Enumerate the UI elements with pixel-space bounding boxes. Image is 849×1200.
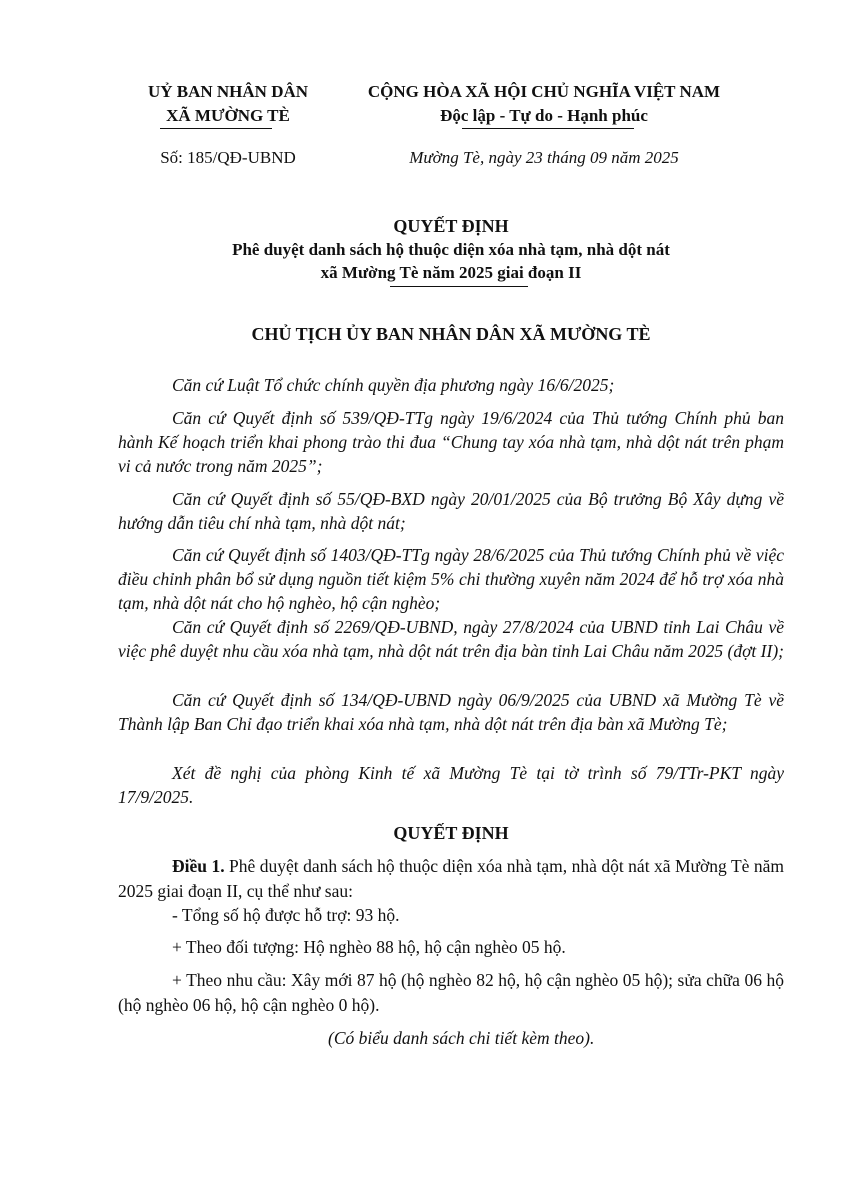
total-households: - Tổng số hộ được hỗ trợ: 93 hộ.	[172, 905, 400, 925]
subject-underline	[390, 286, 528, 287]
document-subject-line1: Phê duyệt danh sách hộ thuộc diện xóa nhà tạm, nhà dột nát	[232, 240, 670, 259]
basis-paragraph: Xét đề nghị của phòng Kinh tế xã Mường Tè tại tờ trình số 79/TTr-PKT ngày 17/9/2025.	[118, 763, 784, 807]
decision-heading: QUYẾT ĐỊNH	[393, 823, 509, 843]
article-1-label: Điều 1.	[172, 856, 225, 876]
motto-underline	[462, 128, 634, 129]
households-by-need: + Theo nhu cầu: Xây mới 87 hộ (hộ nghèo 82 hộ, hộ cận nghèo 05 hộ); sửa chữa 06 hộ (hộ nghèo 06 hộ, hộ cận nghèo 0 hộ).	[118, 970, 784, 1015]
basis-paragraph: Căn cứ Quyết định số 55/QĐ-BXD ngày 20/01/2025 của Bộ trưởng Bộ Xây dựng về hướng dẫn tiêu chí nhà tạm, nhà dột nát;	[118, 489, 784, 533]
document-type-title: QUYẾT ĐỊNH	[393, 216, 509, 236]
motto: Độc lập - Tự do - Hạnh phúc	[440, 106, 648, 125]
households-by-target: + Theo đối tượng: Hộ nghèo 88 hộ, hộ cận nghèo 05 hộ.	[172, 937, 566, 957]
issuing-authority: CHỦ TỊCH ỦY BAN NHÂN DÂN XÃ MƯỜNG TÈ	[251, 324, 651, 344]
article-1	[118, 854, 784, 904]
basis-paragraph: Căn cứ Luật Tổ chức chính quyền địa phương ngày 16/6/2025;	[172, 375, 615, 395]
agency-name: UỶ BAN NHÂN DÂN	[147, 82, 309, 101]
basis-paragraph: Căn cứ Quyết định số 134/QĐ-UBND ngày 06/9/2025 của UBND xã Mường Tè về Thành lập Ban Chỉ đạo triển khai xóa nhà tạm, nhà dột nát trên địa bàn xã Mường Tè;	[118, 690, 784, 734]
document-number: Số: 185/QĐ-UBND	[160, 148, 296, 167]
agency-underline	[160, 128, 272, 129]
basis-paragraph: Căn cứ Quyết định số 1403/QĐ-TTg ngày 28/6/2025 của Thủ tướng Chính phủ về việc điều chỉnh phân bổ sử dụng nguồn tiết kiệm 5% chi thường xuyên năm 2024 để hỗ trợ xóa nhà tạm, nhà dột nát cho hộ nghèo, hộ cận nghèo;	[118, 545, 784, 613]
country-name: CỘNG HÒA XÃ HỘI CHỦ NGHĨA VIỆT NAM	[367, 82, 721, 101]
commune-name: XÃ MƯỜNG TÈ	[166, 106, 290, 125]
basis-paragraph: Căn cứ Quyết định số 539/QĐ-TTg ngày 19/6/2024 của Thủ tướng Chính phủ ban hành Kế hoạch triển khai phong trào thi đua “Chung tay xóa nhà tạm, nhà dột nát trên phạm vi cả nước trong năm 2025”;	[118, 408, 784, 476]
place-date: Mường Tè, ngày 23 tháng 09 năm 2025	[409, 148, 679, 167]
basis-paragraph: Căn cứ Quyết định số 2269/QĐ-UBND, ngày 27/8/2024 của UBND tỉnh Lai Châu về việc phê duyệt nhu cầu xóa nhà tạm, nhà dột nát trên địa bàn tỉnh Lai Châu năm 2025 (đợt II);	[118, 617, 784, 661]
attachment-note: (Có biểu danh sách chi tiết kèm theo).	[328, 1028, 595, 1048]
article-1-text: Phê duyệt danh sách hộ thuộc diện xóa nhà tạm, nhà dột nát xã Mường Tè năm 2025 giai đoạn II, cụ thể như sau:	[118, 856, 785, 901]
document-subject-line2: xã Mường Tè năm 2025 giai đoạn II	[320, 263, 582, 282]
